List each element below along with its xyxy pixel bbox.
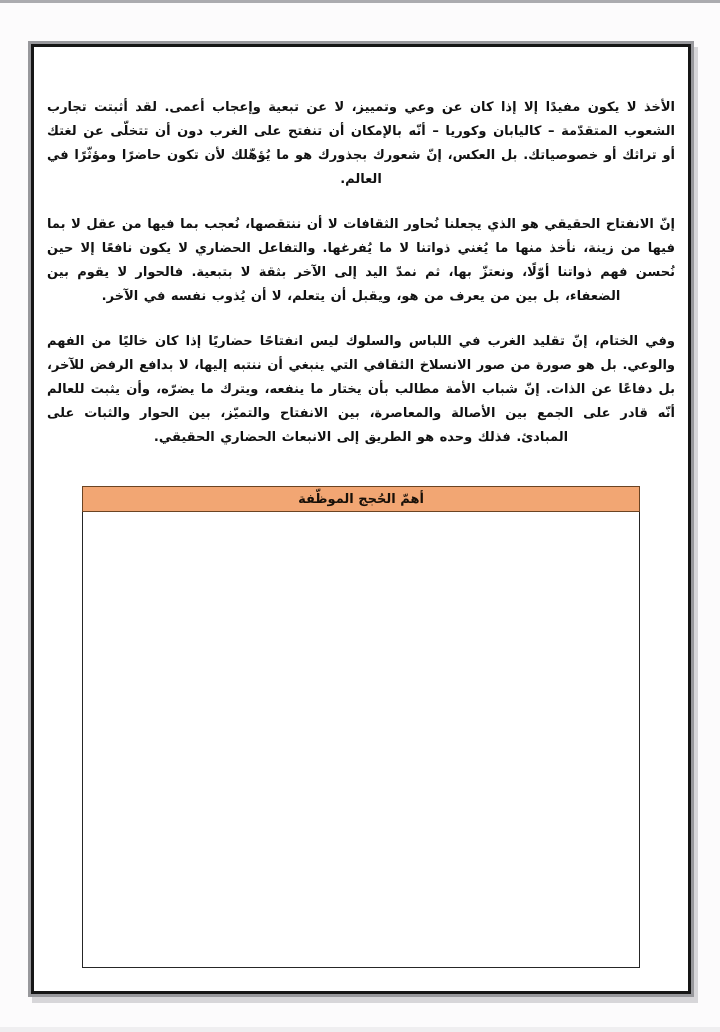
page-top-separator: [0, 0, 720, 3]
paragraph-taking-with-awareness: الأخذ لا يكون مفيدًا إلا إذا كان عن وعي وتمييز، لا عن تبعية وإعجاب أعمى. لقد أثبتت تجارب الشعوب المتقدّمة – كاليابان وكوريا – أنّه بالإمكان أن تنفتح على الغرب دون أن تتخلّى عن لغتك أو تراثك أو خصوصياتك. بل العكس، إنّ شعورك بجذورك هو ما يُؤهّلك لأن تكون حاضرًا ومؤثّرًا في العالم.: [47, 100, 675, 187]
paragraph-true-openness: إنّ الانفتاح الحقيقي هو الذي يجعلنا نُحاور الثقافات لا أن ننتقصها، نُعجب بما فيها من عقل لا بما فيها من زينة، نأخذ منها ما يُغني ذواتنا لا ما يُفرغها. والتفاعل الحضاري لا يكون نافعًا إلا حين نُحسن فهم ذواتنا أوّلًا، ونعتزّ بها، ثم نمدّ اليد إلى الآخر بثقة لا بتبعية. فالحوار لا يقوم بين الضعفاء، بل بين من يعرف من هو، ويقبل أن يتعلم، لا أن يُذوب نفسه في الآخر.: [47, 217, 675, 304]
next-page-edge-strip: [0, 1027, 720, 1032]
arguments-table-empty-cell: [83, 512, 640, 968]
arguments-table: [82, 486, 640, 968]
paragraph-conclusion: وفي الختام، إنّ تقليد الغرب في اللباس والسلوك ليس انفتاحًا حضاريًا إذا كان خاليًا من الفهم والوعي. بل هو صورة من صور الانسلاخ الثقافي التي ينبغي أن ننتبه إليها، لا بدافع الرفض للآخر، بل دفاعًا عن الذات. إنّ شباب الأمة مطالب بأن يختار ما ينفعه، ويترك ما يضرّه، وأن يثبت للعالم أنّه قادر على الجمع بين الأصالة والمعاصرة، بين الانفتاح والتميّز، بين الحوار والثبات على المبادئ. فذلك وحده هو الطريق إلى الانبعاث الحضاري الحقيقي.: [47, 334, 675, 445]
arguments-table-header-cell: أهمّ الحُجج الموظّفة: [83, 487, 640, 512]
document-page-border-frame: [31, 44, 691, 994]
arguments-table-header-row: [83, 487, 640, 512]
essay-body-text: [47, 96, 675, 450]
arguments-table-body-row: [83, 512, 640, 968]
document-page-content: [34, 47, 688, 991]
